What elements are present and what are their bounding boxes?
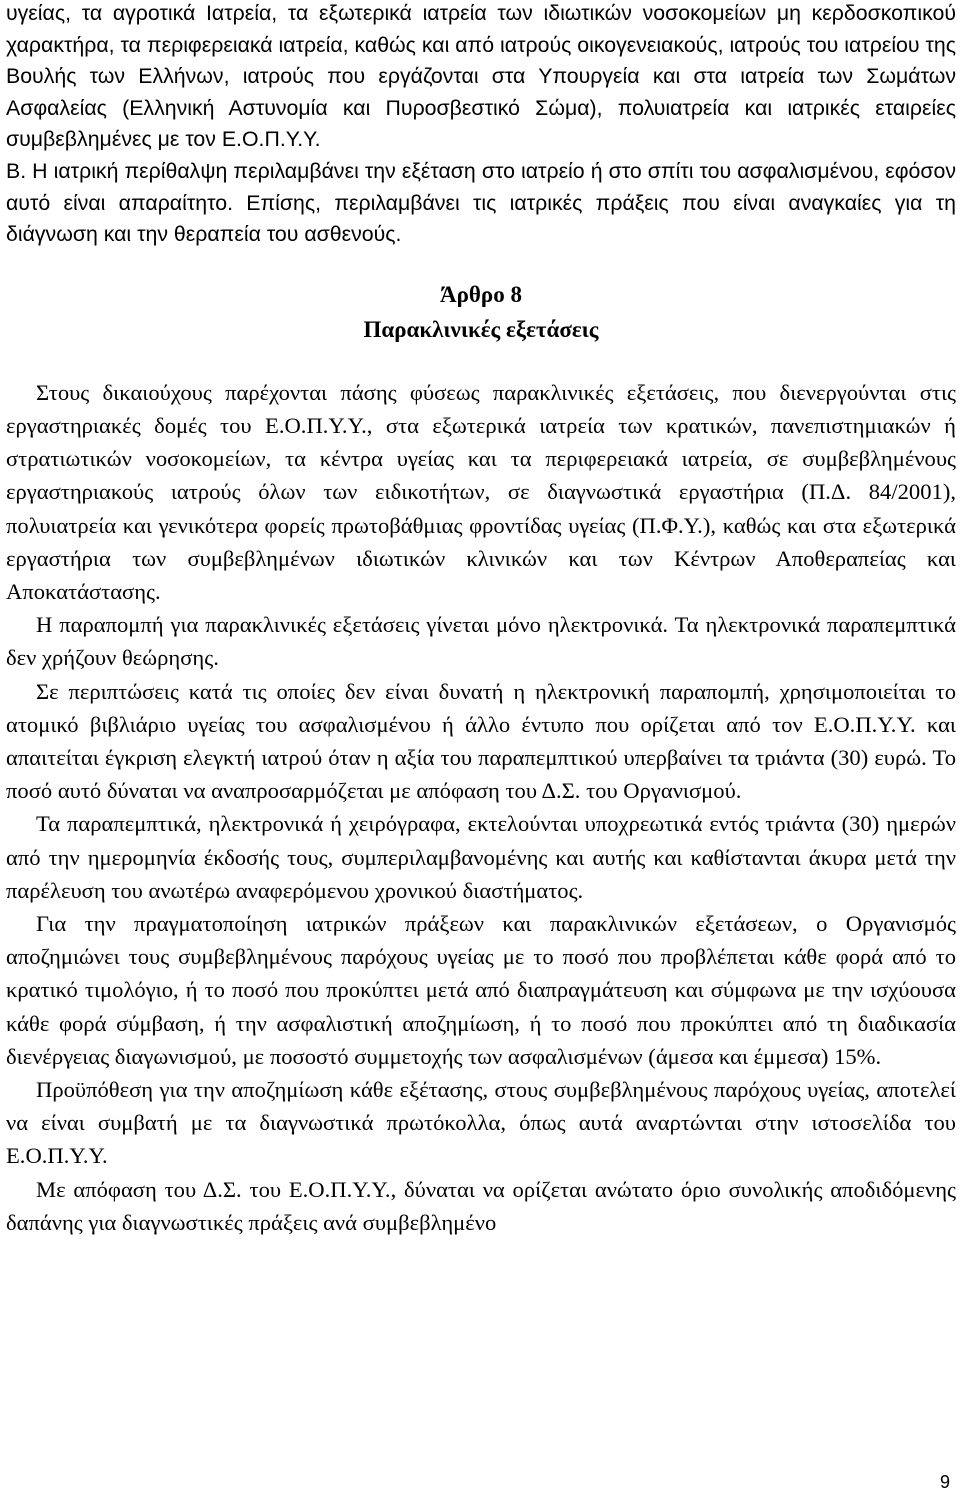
article-number: Άρθρο 8 <box>440 281 522 307</box>
paragraph-continuation: υγείας, τα αγροτικά Ιατρεία, τα εξωτερικά ιατρεία των ιδιωτικών νοσοκομείων μη κερδοσκοπικού χαρακτήρα, τα περιφερειακά ιατρεία, καθώς και από ιατρούς οικογενειακούς, ιατρούς του ιατρείου της Βουλής των Ελλήνων, ιατρούς που εργάζονται στα Υπουργεία και στα ιατρεία των Σωμάτων Ασφαλείας (Ελληνική Αστυνομία και Πυροσβεστικό Σώμα), πολυιατρεία και ιατρικές εταιρείες συμβεβλημένες με τον Ε.Ο.Π.Υ.Υ. <box>6 1 956 152</box>
article-paragraph-3: Σε περιπτώσεις κατά τις οποίες δεν είναι δυνατή η ηλεκτρονική παραπομπή, χρησιμοποιείται το ατομικό βιβλιάριο υγείας του ασφαλισμένου ή άλλο έντυπο που ορίζεται από τον Ε.Ο.Π.Υ.Υ. και απαιτείται έγκριση ελεγκτή ιατρού όταν η αξία του παραπεμπτικού υπερβαίνει τα τριάντα (30) ευρώ. Το ποσό αυτό δύναται να αναπροσαρμόζεται με απόφαση του Δ.Σ. του Οργανισμού. <box>6 678 956 804</box>
article-paragraph-5: Για την πραγματοποίηση ιατρικών πράξεων και παρακλινικών εξετάσεων, ο Οργανισμός αποζημιώνει τους συμβεβλημένους παρόχους υγείας με το ποσό που προβλέπεται κάθε φορά από το κρατικό τιμολόγιο, ή το ποσό που προκύπτει μετά από διαπραγμάτευση και σύμφωνα με την ισχύουσα κάθε φορά σύμβαση, ή την ασφαλιστική αποζημίωση, ή το ποσό που προκύπτει από τη διαδικασία διενέργειας διαγωνισμού, με ποσοστό συμμετοχής των ασφαλισμένων (άμεσα και έμμεσα) 15%. <box>6 911 956 1069</box>
document-page <box>6 0 956 1239</box>
article-paragraph-6: Προϋπόθεση για την αποζημίωση κάθε εξέτασης, στους συμβεβλημένους παρόχους υγείας, αποτελεί να είναι συμβατή με τα διαγνωστικά πρωτόκολλα, όπως αυτά αναρτώνται στην ιστοσελίδα του Ε.Ο.Π.Υ.Υ. <box>6 1077 956 1169</box>
article-title: Παρακλινικές εξετάσεις <box>363 316 599 342</box>
article-paragraph-7: Με απόφαση του Δ.Σ. του Ε.Ο.Π.Υ.Υ., δύναται να ορίζεται ανώτατο όριο συνολικής αποδιδόμενης δαπάνης για διαγνωστικές πράξεις ανά συμβεβλημένο <box>6 1176 956 1235</box>
article-paragraph-4: Τα παραπεμπτικά, ηλεκτρονικά ή χειρόγραφα, εκτελούνται υποχρεωτικά εντός τριάντα (30) ημερών από την ημερομηνία έκδοσής τους, συμπεριλαμβανομένης και αυτής και καθίστανται άκυρα μετά την παρέλευση του ανωτέρω αναφερόμενου χρονικού διαστήματος. <box>6 811 956 903</box>
paragraph-b: Β. Η ιατρική περίθαλψη περιλαμβάνει την εξέταση στο ιατρείο ή στο σπίτι του ασφαλισμένου, εφόσον αυτό είναι απαραίτητο. Επίσης, περιλαμβάνει τις ιατρικές πράξεις που είναι αναγκαίες για τη διάγνωση και την θεραπεία του ασθενούς. <box>6 158 956 247</box>
page-number: 9 <box>939 1472 950 1492</box>
article-paragraph-2: Η παραπομπή για παρακλινικές εξετάσεις γίνεται μόνο ηλεκτρονικά. Τα ηλεκτρονικά παραπεμπτικά δεν χρήζουν θεώρησης. <box>6 612 956 671</box>
article-paragraph-1: Στους δικαιούχους παρέχονται πάσης φύσεως παρακλινικές εξετάσεις, που διενεργούνται στις εργαστηριακές δομές του Ε.Ο.Π.Υ.Υ., στα εξωτερικά ιατρεία των κρατικών, πανεπιστημιακών ή στρατιωτικών νοσοκομείων, τα κέντρα υγείας και τα περιφερειακά ιατρεία, σε συμβεβλημένους εργαστηριακούς ιατρούς όλων των ειδικοτήτων, σε διαγνωστικά εργαστήρια (Π.Δ. 84/2001), πολυιατρεία και γενικότερα φορείς πρωτοβάθμιας φροντίδας υγείας (Π.Φ.Υ.), καθώς και στα εξωτερικά εργαστήρια των συμβεβλημένων ιδιωτικών κλινικών και των Κέντρων Αποθεραπείας και Αποκατάστασης. <box>6 379 956 604</box>
